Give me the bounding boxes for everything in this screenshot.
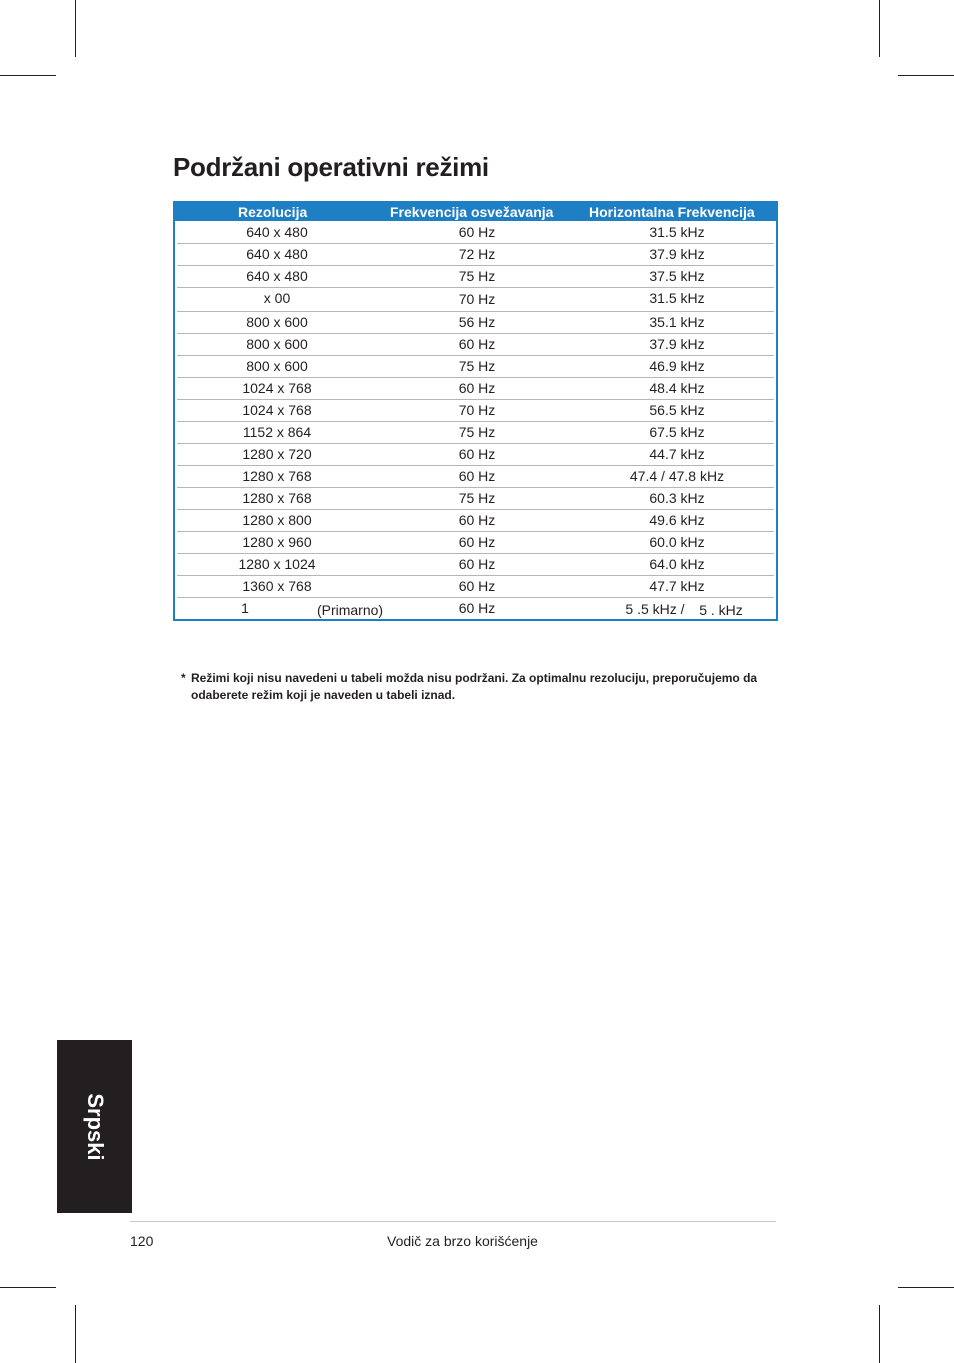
table-row (177, 333, 774, 356)
table-row (177, 421, 774, 444)
footer-divider (130, 1221, 776, 1222)
cell-refresh-rate: 60 Hz (458, 336, 496, 352)
crop-mark (898, 75, 954, 76)
cell-refresh-rate: 60 Hz (458, 446, 496, 462)
cell-horizontal-frequency: 60.0 kHz (649, 534, 705, 550)
cell-resolution: 640 x 480 (246, 246, 308, 262)
cell-refresh-rate: 60 Hz (458, 600, 496, 616)
table-row (177, 399, 774, 422)
table-row (177, 355, 774, 378)
cell-refresh-rate: 60 Hz (458, 224, 496, 240)
footnote-star: * (181, 671, 186, 685)
cell-refresh-rate: 60 Hz (458, 380, 496, 396)
header-horizontal-frequency: Horizontalna Frekvencija (589, 204, 755, 220)
crop-mark (75, 1305, 76, 1363)
cell-refresh-rate: 75 Hz (458, 268, 496, 284)
table-row (177, 443, 774, 466)
cell-resolution: 1280 x 1024 (238, 556, 316, 572)
cell-horizontal-frequency: 31.5 kHz (649, 290, 705, 306)
cell-primary-label: (Primarno) (316, 602, 384, 618)
table-row (177, 465, 774, 488)
cell-horizontal-frequency: 47.7 kHz (649, 578, 705, 594)
table-row (177, 287, 774, 312)
crop-mark (0, 1287, 56, 1288)
cell-horizontal-frequency: 44.7 kHz (649, 446, 705, 462)
cell-refresh-rate: 60 Hz (458, 512, 496, 528)
cell-resolution: 640 x 480 (246, 224, 308, 240)
page-number: 120 (130, 1233, 154, 1249)
cell-resolution: 1024 x 768 (242, 380, 312, 396)
table-row (177, 553, 774, 576)
cell-horizontal-frequency: 56.5 kHz (649, 402, 705, 418)
table-row (177, 509, 774, 532)
table-row (177, 531, 774, 554)
crop-mark (879, 0, 880, 57)
cell-resolution: 800 x 600 (246, 336, 308, 352)
cell-resolution: x 00 (263, 290, 291, 306)
footer-guide-title: Vodič za brzo korišćenje (387, 1233, 538, 1249)
cell-resolution: 1024 x 768 (242, 402, 312, 418)
cell-refresh-rate: 70 Hz (458, 402, 496, 418)
cell-horizontal-frequency: 67.5 kHz (649, 424, 705, 440)
cell-refresh-rate: 60 Hz (458, 578, 496, 594)
language-tab (57, 1040, 132, 1213)
crop-mark (75, 0, 76, 57)
cell-refresh-rate: 72 Hz (458, 246, 496, 262)
language-tab-label: Srpski (82, 1092, 108, 1161)
table-row (177, 221, 774, 244)
modes-table (173, 201, 778, 621)
table-row (177, 311, 774, 334)
crop-mark (0, 75, 56, 76)
cell-horizontal-frequency: 37.9 kHz (649, 336, 705, 352)
cell-refresh-rate: 70 Hz (458, 291, 496, 307)
footnote-text: Režimi koji nisu navedeni u tabeli možda nisu podržani. Za optimalnu rezoluciju, preporučujemo da odaberete režim koji je naveden u tabeli iznad. (191, 671, 758, 702)
crop-mark (898, 1287, 954, 1288)
table-row (177, 575, 774, 598)
cell-horizontal-frequency: 35.1 kHz (649, 314, 705, 330)
cell-resolution: 1360 x 768 (242, 578, 312, 594)
cell-refresh-rate: 56 Hz (458, 314, 496, 330)
table-row (177, 243, 774, 266)
cell-resolution: 800 x 600 (246, 358, 308, 374)
cell-resolution: 800 x 600 (246, 314, 308, 330)
cell-resolution: 1280 x 768 (242, 468, 312, 484)
cell-horizontal-frequency: 31.5 kHz (649, 224, 705, 240)
cell-refresh-rate: 60 Hz (458, 468, 496, 484)
cell-refresh-rate: 75 Hz (458, 424, 496, 440)
table-row (177, 377, 774, 400)
cell-horizontal-frequency: 47.4 / 47.8 kHz (629, 468, 725, 484)
cell-refresh-rate: 75 Hz (458, 490, 496, 506)
table-row (177, 265, 774, 288)
cell-resolution: 1280 x 800 (242, 512, 312, 528)
cell-horizontal-frequency: 46.9 kHz (649, 358, 705, 374)
cell-horizontal-frequency: 5 .5 kHz / (625, 601, 685, 617)
cell-resolution: 1280 x 768 (242, 490, 312, 506)
cell-resolution: 1280 x 720 (242, 446, 312, 462)
cell-refresh-rate: 60 Hz (458, 534, 496, 550)
footnote (181, 670, 791, 704)
cell-horizontal-frequency: 48.4 kHz (649, 380, 705, 396)
cell-refresh-rate: 60 Hz (458, 556, 496, 572)
cell-horizontal-frequency: 64.0 kHz (649, 556, 705, 572)
cell-horizontal-frequency: 37.5 kHz (649, 268, 705, 284)
page-title: Podržani operativni režimi (173, 152, 489, 182)
crop-mark (879, 1305, 880, 1363)
header-resolution: Rezolucija (238, 204, 308, 220)
table-body (173, 221, 778, 621)
cell-horizontal-frequency: 49.6 kHz (649, 512, 705, 528)
header-refresh-rate: Frekvencija osvežavanja (390, 204, 554, 220)
table-row (177, 487, 774, 510)
cell-resolution: 1280 x 960 (242, 534, 312, 550)
table-row (177, 597, 774, 619)
cell-horizontal-frequency: 37.9 kHz (649, 246, 705, 262)
table-header (173, 201, 778, 221)
cell-horizontal-frequency-alt: 5 . kHz (699, 602, 743, 618)
cell-refresh-rate: 75 Hz (458, 358, 496, 374)
cell-resolution: 1152 x 864 (242, 424, 312, 440)
cell-resolution: 1 (241, 600, 249, 616)
cell-horizontal-frequency: 60.3 kHz (649, 490, 705, 506)
cell-resolution: 640 x 480 (246, 268, 308, 284)
